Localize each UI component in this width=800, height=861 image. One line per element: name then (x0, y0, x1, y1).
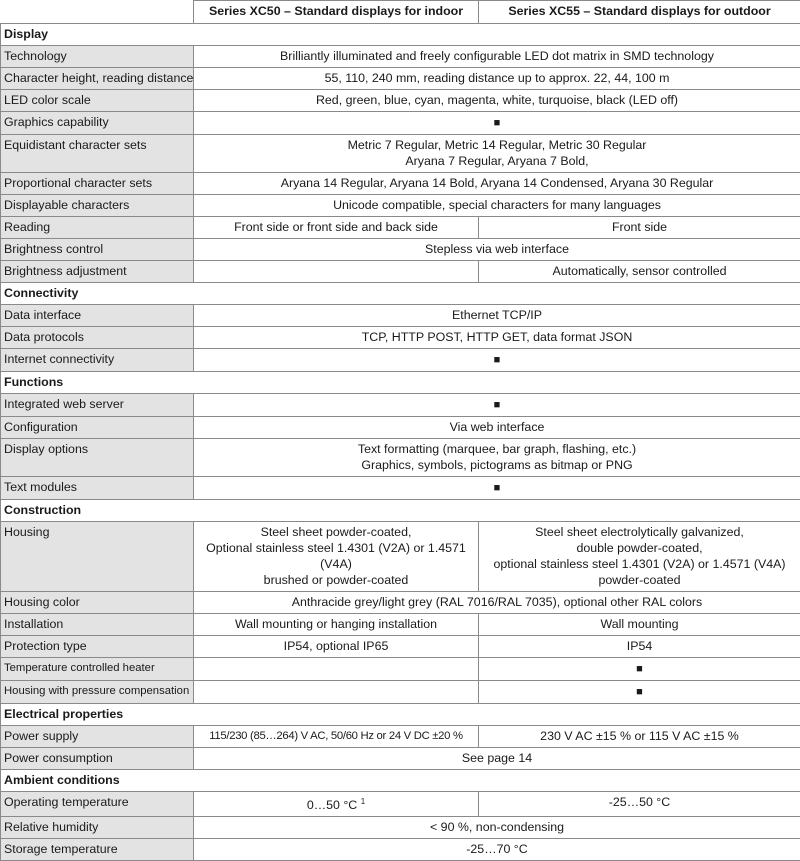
square-mark-icon: ■ (494, 482, 501, 494)
row-label: Technology (1, 46, 194, 68)
row-label: Display options (1, 439, 194, 477)
section-construction: Construction (1, 500, 800, 522)
value-line: Graphics, symbols, pictograms as bitmap or PNG (197, 457, 797, 473)
table-row (1, 90, 800, 112)
row-label: Power supply (1, 726, 194, 748)
section-row (1, 372, 800, 394)
row-label: Housing with pressure compensation (1, 681, 194, 704)
row-value-xc50: 115/230 (85…264) V AC, 50/60 Hz or 24 V DC ±20 % (194, 726, 479, 748)
row-label: Brightness adjustment (1, 261, 194, 283)
section-connectivity: Connectivity (1, 283, 800, 305)
section-row (1, 500, 800, 522)
row-label: Installation (1, 614, 194, 636)
table-row (1, 327, 800, 349)
row-value-xc50 (194, 658, 479, 681)
row-value-xc50: IP54, optional IP65 (194, 636, 479, 658)
row-value-xc50: Wall mounting or hanging installation (194, 614, 479, 636)
table-row (1, 658, 800, 681)
section-display: Display (1, 24, 800, 46)
row-value-xc50 (194, 261, 479, 283)
header-row (1, 1, 800, 24)
value-line: powder-coated (482, 572, 797, 588)
table-row (1, 726, 800, 748)
row-value-xc55: 230 V AC ±15 % or 115 V AC ±15 % (479, 726, 800, 748)
value-line: Aryana 7 Regular, Aryana 7 Bold, (197, 153, 797, 169)
row-value: Red, green, blue, cyan, magenta, white, turquoise, black (LED off) (194, 90, 800, 112)
row-label: Data interface (1, 305, 194, 327)
section-ambient: Ambient conditions (1, 770, 800, 792)
header-blank (1, 1, 194, 24)
square-mark-icon: ■ (636, 663, 643, 675)
table-row (1, 636, 800, 658)
table-row (1, 522, 800, 592)
row-value-xc50 (194, 522, 479, 592)
square-mark-icon: ■ (636, 686, 643, 698)
row-label: Data protocols (1, 327, 194, 349)
value-line: Text formatting (marquee, bar graph, flashing, etc.) (197, 441, 797, 457)
table-row (1, 839, 800, 861)
row-label: Housing (1, 522, 194, 592)
value-line: Optional stainless steel 1.4301 (V2A) or 1.4571 (V4A) (197, 540, 475, 572)
row-value (194, 477, 800, 500)
table-row (1, 748, 800, 770)
section-row (1, 704, 800, 726)
table-row (1, 173, 800, 195)
row-value (194, 112, 800, 135)
row-label: Displayable characters (1, 195, 194, 217)
row-label: Power consumption (1, 748, 194, 770)
section-row (1, 283, 800, 305)
table-row (1, 349, 800, 372)
row-label: Equidistant character sets (1, 135, 194, 173)
section-row (1, 24, 800, 46)
row-value-xc55 (479, 658, 800, 681)
row-value: TCP, HTTP POST, HTTP GET, data format JSON (194, 327, 800, 349)
row-label: Protection type (1, 636, 194, 658)
header-xc55: Series XC55 – Standard displays for outdoor (479, 1, 800, 24)
row-value-xc55: Automatically, sensor controlled (479, 261, 800, 283)
table-row (1, 68, 800, 90)
table-row (1, 614, 800, 636)
table-row (1, 681, 800, 704)
row-value (194, 439, 800, 477)
row-value (194, 394, 800, 417)
row-value: < 90 %, non-condensing (194, 817, 800, 839)
value-line: Steel sheet powder-coated, (197, 524, 475, 540)
table-row (1, 817, 800, 839)
section-functions: Functions (1, 372, 800, 394)
table-row (1, 195, 800, 217)
row-value-xc55: -25…50 °C (479, 792, 800, 817)
table-row (1, 792, 800, 817)
row-value-xc55 (479, 522, 800, 592)
row-label: Internet connectivity (1, 349, 194, 372)
table-row (1, 477, 800, 500)
row-label: Configuration (1, 417, 194, 439)
row-label: Housing color (1, 592, 194, 614)
header-xc50: Series XC50 – Standard displays for indoor (194, 1, 479, 24)
value-line: Steel sheet electrolytically galvanized, (482, 524, 797, 540)
row-value: Ethernet TCP/IP (194, 305, 800, 327)
row-label: LED color scale (1, 90, 194, 112)
value-line: brushed or powder-coated (197, 572, 475, 588)
row-value: Stepless via web interface (194, 239, 800, 261)
row-value-xc55: IP54 (479, 636, 800, 658)
row-value-xc50 (194, 681, 479, 704)
row-value: Unicode compatible, special characters for many languages (194, 195, 800, 217)
value-line: optional stainless steel 1.4301 (V2A) or 1.4571 (V4A) (482, 556, 797, 572)
square-mark-icon: ■ (494, 117, 501, 129)
value-line: Metric 7 Regular, Metric 14 Regular, Metric 30 Regular (197, 137, 797, 153)
row-value (194, 135, 800, 173)
row-label: Brightness control (1, 239, 194, 261)
square-mark-icon: ■ (494, 399, 501, 411)
square-mark-icon: ■ (494, 354, 501, 366)
value-line: double powder-coated, (482, 540, 797, 556)
row-value: Brilliantly illuminated and freely configurable LED dot matrix in SMD technology (194, 46, 800, 68)
row-value-xc55 (479, 681, 800, 704)
row-label: Text modules (1, 477, 194, 500)
table-row (1, 439, 800, 477)
row-value: Aryana 14 Regular, Aryana 14 Bold, Aryana 14 Condensed, Aryana 30 Regular (194, 173, 800, 195)
table-row (1, 135, 800, 173)
row-label: Operating temperature (1, 792, 194, 817)
row-value-xc50: Front side or front side and back side (194, 217, 479, 239)
row-label: Integrated web server (1, 394, 194, 417)
table-row (1, 394, 800, 417)
row-label: Relative humidity (1, 817, 194, 839)
row-value-xc55: Wall mounting (479, 614, 800, 636)
table-row (1, 46, 800, 68)
row-value-xc55: Front side (479, 217, 800, 239)
section-electrical: Electrical properties (1, 704, 800, 726)
footnote-marker: 1 (361, 797, 365, 806)
row-label: Temperature controlled heater (1, 658, 194, 681)
row-value: See page 14 (194, 748, 800, 770)
table-row (1, 261, 800, 283)
value-text: 0…50 °C (307, 798, 357, 812)
table-row (1, 417, 800, 439)
row-value (194, 349, 800, 372)
table-row (1, 592, 800, 614)
row-value-xc50 (194, 792, 479, 817)
table-row (1, 239, 800, 261)
row-label: Reading (1, 217, 194, 239)
row-label: Storage temperature (1, 839, 194, 861)
row-value: -25…70 °C (194, 839, 800, 861)
row-label: Proportional character sets (1, 173, 194, 195)
row-label: Graphics capability (1, 112, 194, 135)
row-label: Character height, reading distance (1, 68, 194, 90)
row-value: Via web interface (194, 417, 800, 439)
table-row (1, 305, 800, 327)
row-value: Anthracide grey/light grey (RAL 7016/RAL 7035), optional other RAL colors (194, 592, 800, 614)
table-row (1, 112, 800, 135)
table-row (1, 217, 800, 239)
section-row (1, 770, 800, 792)
row-value: 55, 110, 240 mm, reading distance up to approx. 22, 44, 100 m (194, 68, 800, 90)
